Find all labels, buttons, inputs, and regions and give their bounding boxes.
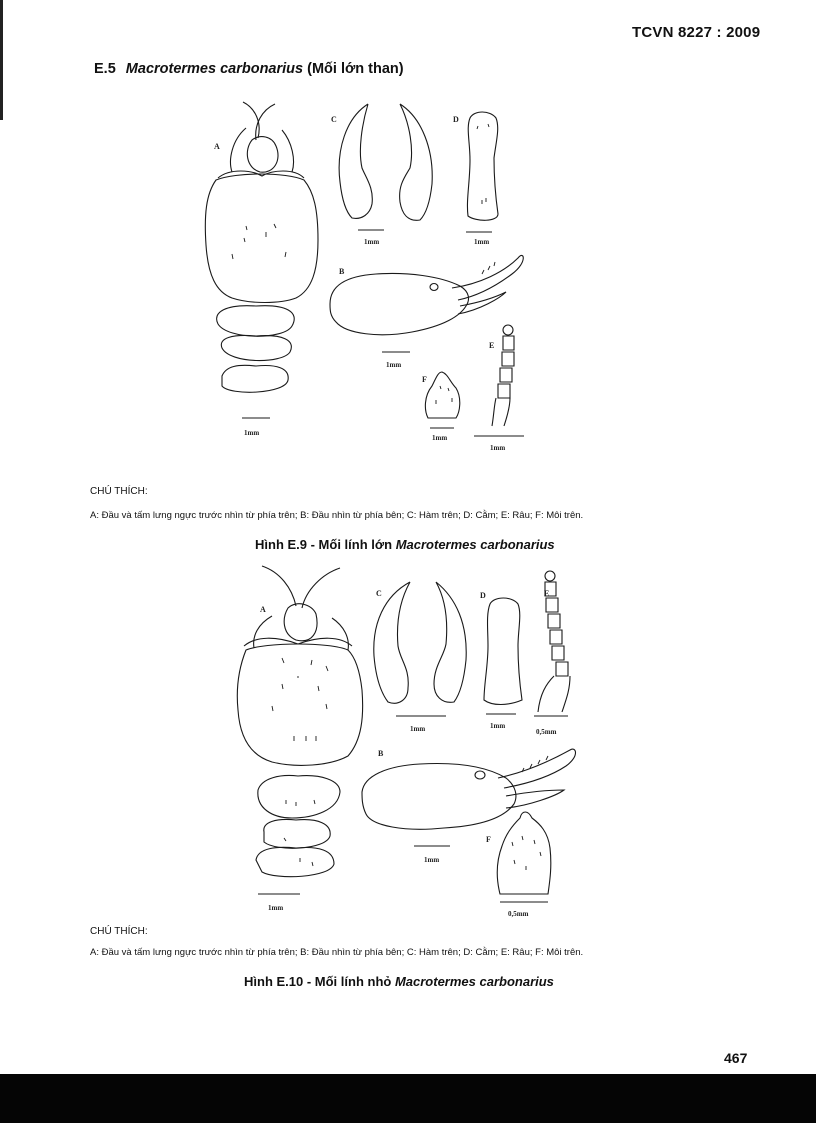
fig-e10-scale-c: 1mm — [410, 725, 426, 733]
fig-e9-label-a: A — [214, 142, 220, 151]
fig-e10-caption-species: Macrotermes carbonarius — [394, 974, 554, 989]
fig-e10-caption-prefix: Hình E.10 - Mối lính nhỏ — [244, 974, 392, 989]
fig-e10-part-a-head — [237, 566, 362, 765]
fig-e9-label-d: D — [453, 115, 459, 124]
page-number: 467 — [724, 1050, 748, 1066]
fig-e10-part-e-antenna — [538, 571, 570, 712]
section-number: E.5 — [94, 61, 116, 77]
fig-e10-label-c: C — [376, 589, 382, 598]
fig-e10-note-label: CHÚ THÍCH: — [90, 926, 148, 937]
section-species: Macrotermes carbonarius — [125, 61, 304, 77]
fig-e9-scale-f: 1mm — [432, 434, 448, 442]
fig-e9-scale-b: 1mm — [386, 361, 402, 369]
fig-e10-label-b: B — [378, 749, 384, 758]
fig-e10-part-f-labrum — [497, 812, 551, 894]
fig-e10-scale-b: 1mm — [424, 856, 440, 864]
fig-e10-scale-e: 0,5mm — [536, 728, 557, 736]
fig-e9-caption-species: Macrotermes carbonarius — [395, 537, 555, 552]
fig-e9-scale-e: 1mm — [490, 444, 506, 452]
standard-code: TCVN 8227 : 2009 — [632, 24, 761, 41]
fig-e9-label-c: C — [331, 115, 337, 124]
fig-e9-scale-d: 1mm — [474, 238, 490, 246]
fig-e9-label-e: E — [489, 341, 495, 350]
fig-e10-scale-f: 0,5mm — [508, 910, 529, 918]
fig-e9-caption-prefix: Hình E.9 - Mối lính lớn — [255, 537, 393, 552]
fig-e10-part-d-mentum — [484, 598, 522, 705]
fig-e10-label-d: D — [480, 591, 486, 600]
fig-e9-note-text: A: Đầu và tấm lưng ngực trước nhìn từ phía trên; B: Đầu nhìn từ phía bên; C: Hàm trên; D: Cằm; E: Râu; F: Môi trên. — [90, 510, 584, 521]
fig-e10-label-e: E — [544, 589, 550, 598]
fig-e9-label-f: F — [422, 375, 427, 384]
fig-e10-scale-d: 1mm — [490, 722, 506, 730]
section-common-name: (Mối lớn than) — [307, 61, 404, 77]
fig-e9-label-b: B — [339, 267, 345, 276]
fig-e10-note-text: A: Đầu và tấm lưng ngực trước nhìn từ phía trên; B: Đầu nhìn từ phía bên; C: Hàm trên; D: Cằm; E: Râu; F: Môi trên. — [90, 947, 584, 958]
fig-e9-scale-c: 1mm — [364, 238, 380, 246]
fig-e10-label-a: A — [260, 605, 266, 614]
fig-e10-part-b-head-side — [362, 749, 576, 829]
fig-e10-scale-a: 1mm — [268, 904, 284, 912]
fig-e10-label-f: F — [486, 835, 491, 844]
fig-e10-part-c-mandibles — [374, 582, 466, 703]
fig-e10-caption — [244, 974, 554, 989]
fig-e9-note-label: CHÚ THÍCH: — [90, 486, 148, 497]
fig-e10-part-a-thorax — [256, 776, 340, 877]
scan-bottom-band — [0, 1074, 816, 1123]
fig-e9-scale-a: 1mm — [244, 429, 260, 437]
